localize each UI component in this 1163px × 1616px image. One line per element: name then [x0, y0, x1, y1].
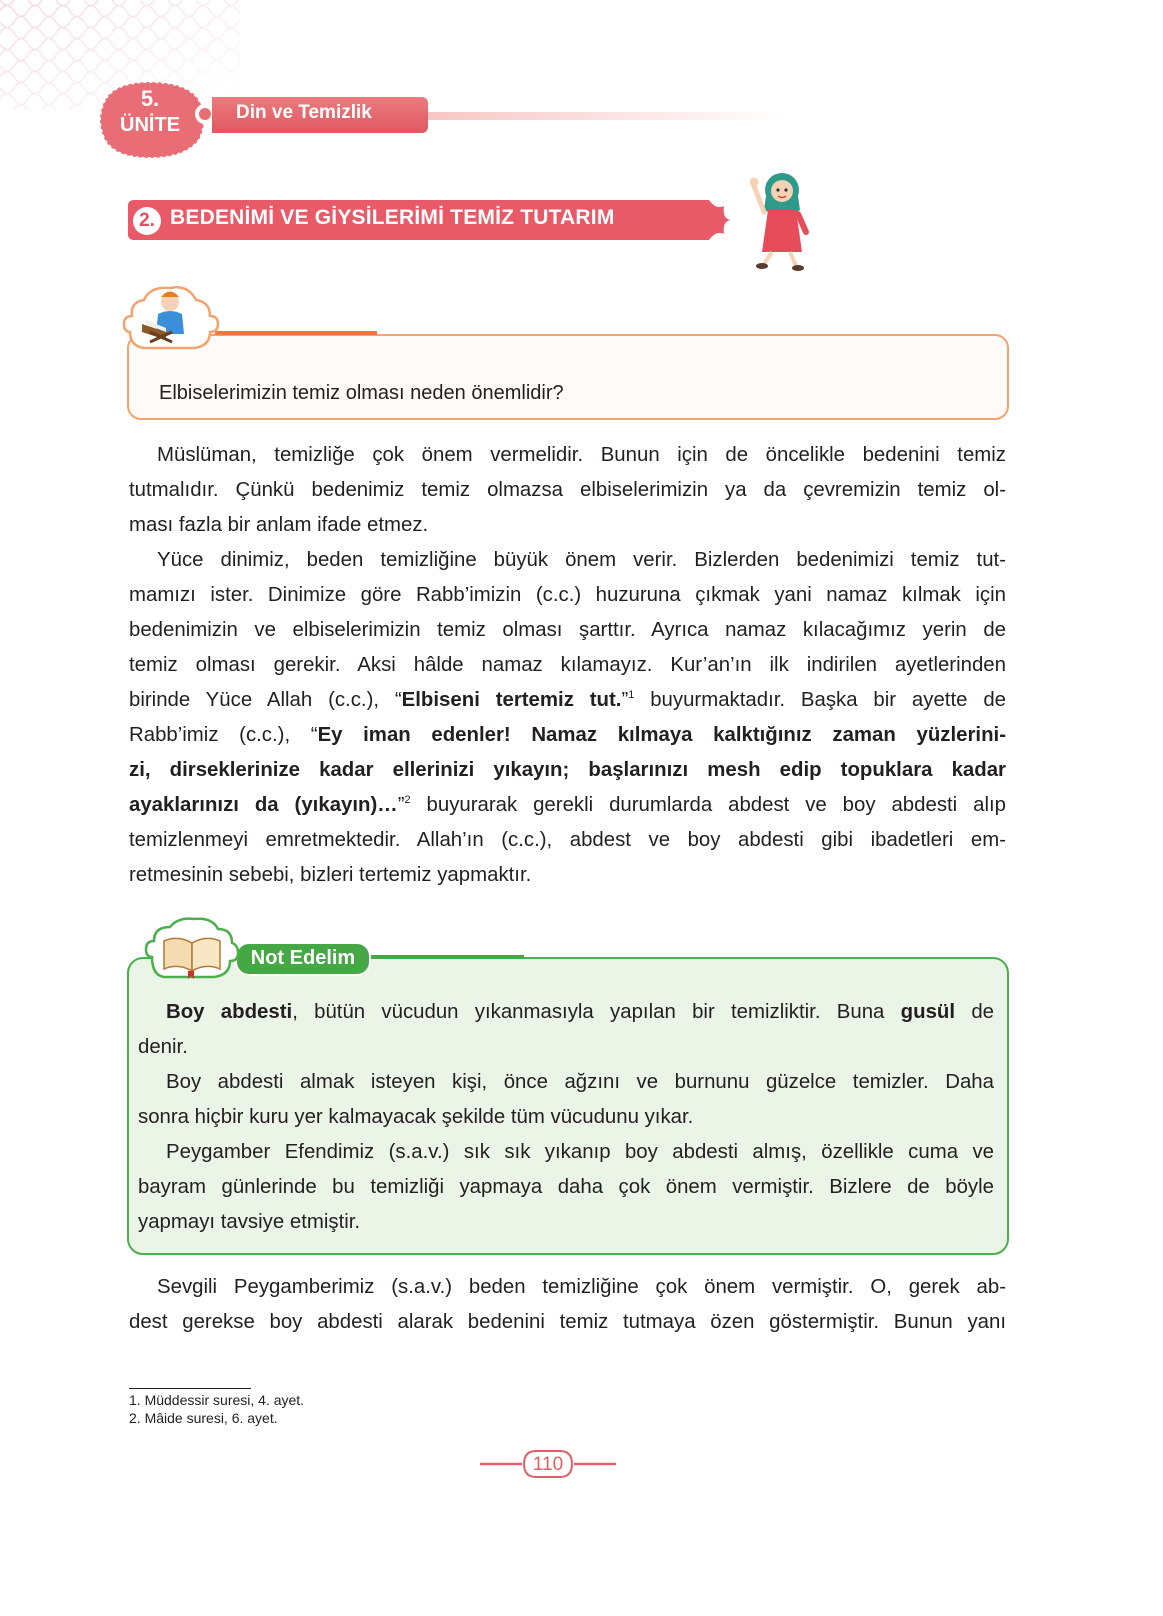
girl-waving-illustration	[750, 166, 814, 272]
text-line: retmesinin sebebi, bizleri tertemiz yapmaktır.	[129, 864, 532, 886]
text-line: ması fazla bir anlam ifade etmez.	[129, 514, 429, 536]
text-line	[129, 788, 1006, 823]
text-line: bayram günlerinde bu temizliği yapmaya daha çok önem vermiştir. Bizlere de böyle	[138, 1176, 994, 1198]
text-line	[138, 995, 994, 1030]
quote-mark: ”	[397, 794, 405, 816]
text-line: Peygamber Efendimiz (s.a.v.) sık sık yıkanıp boy abdesti almış, özellikle cuma ve	[166, 1141, 994, 1163]
text-run: buyurmaktadır. Başka bir ayette de	[634, 689, 1007, 711]
text-line: Yüce dinimiz, beden temizliğine büyük önem verir. Bizlerden bedenimizi temiz tut-	[157, 549, 1006, 571]
footnote-ref: 2	[404, 794, 411, 806]
footnote-1: 1. Müddessir suresi, 4. ayet.	[129, 1392, 305, 1408]
text-line: Sevgili Peygamberimiz (s.a.v.) beden temizliğine çok önem vermiştir. O, gerek ab-	[157, 1276, 1006, 1298]
question-box-accent-line	[215, 331, 377, 335]
text-line: bedenimizin ve elbiselerimizin temiz olması şarttır. Ayrıca namaz kılacağımız yerin de	[129, 619, 1006, 641]
question-box	[127, 334, 1009, 420]
page-number-badge	[478, 1447, 618, 1481]
quote-mark: ”	[621, 689, 629, 711]
section-heading	[124, 198, 736, 242]
chapter-bar-fade	[428, 112, 788, 120]
text-line: temizlenmeyi emretmektedir. Allah’ın (c.c.), abdest ve boy abdesti gibi ibadetleri em-	[129, 829, 1006, 851]
text-line: yapmayı tavsiye etmiştir.	[138, 1211, 361, 1233]
verse-bold: ayaklarınızı da (yıkayın)…	[129, 794, 398, 816]
text-line: sonra hiçbir kuru yer kalmayacak şekilde tüm vücudunu yıkar.	[138, 1106, 694, 1128]
page-number: 110	[532, 1454, 564, 1475]
verse-bold: zi, dirseklerinize kadar ellerinizi yıkayın; başlarınızı mesh edip topuklara kadar	[129, 759, 1006, 781]
question-text: Elbiselerimizin temiz olması neden önemlidir?	[159, 382, 564, 404]
text-line	[129, 718, 1006, 753]
text-line: dest gerekse boy abdesti alarak bedenini temiz tutmaya özen göstermiştir. Bunun yanı	[129, 1311, 1006, 1333]
footnote-ref: 1	[628, 689, 635, 701]
paragraph-2	[129, 543, 1006, 893]
unit-badge	[95, 80, 213, 160]
term-bold: gusül	[900, 1001, 956, 1023]
chapter-title-bar	[212, 97, 428, 133]
text-line	[129, 683, 1006, 718]
note-label-line	[367, 955, 524, 959]
quote-bold: Elbiseni tertemiz tut.	[401, 689, 622, 711]
section-title: BEDENİMİ VE GİYSİLERİMİ TEMİZ TUTARIM	[170, 206, 615, 229]
paragraph-1	[129, 438, 1006, 543]
note-paragraph-1	[138, 995, 994, 1065]
note-paragraph-2	[138, 1065, 994, 1135]
footnote-rule	[129, 1388, 251, 1389]
text-line: denir.	[138, 1036, 188, 1058]
note-label-text: Not Edelim	[250, 947, 356, 969]
unit-number: 5.	[140, 86, 160, 111]
text-line: Müslüman, temizliğe çok önem vermelidir. Bunun için de öncelikle bedenini temiz	[157, 444, 1006, 466]
text-line	[129, 753, 1006, 788]
unit-word: ÜNİTE	[120, 114, 180, 136]
text-run: buyurarak gerekli durumlarda abdest ve boy abdesti alıp	[410, 794, 1006, 816]
boy-reading-quran-icon	[122, 280, 222, 362]
verse-bold: Ey iman edenler! Namaz kılmaya kalktığınız zaman yüzlerini-	[317, 724, 1006, 746]
text-line: tutmalıdır. Çünkü bedenimiz temiz olmazsa elbiselerimizin ya da çevremizin temiz ol-	[129, 479, 1006, 501]
chapter-title: Din ve Temizlik	[236, 102, 372, 123]
note-label	[235, 942, 371, 976]
note-paragraph-3	[138, 1135, 994, 1240]
text-run: birinde Yüce Allah (c.c.), “	[129, 689, 402, 711]
text-run: , bütün vücudun yıkanmasıyla yapılan bir temizliktir. Buna	[292, 1001, 901, 1023]
section-number: 2.	[133, 207, 161, 235]
paragraph-3	[129, 1270, 1006, 1340]
text-line: mamızı ister. Dinimize göre Rabb’imizin (c.c.) huzuruna çıkmak yani namaz kılmak için	[129, 584, 1006, 606]
footnote-2: 2. Mâide suresi, 6. ayet.	[129, 1410, 278, 1426]
term-bold: Boy abdesti	[166, 1001, 293, 1023]
text-line: temiz olması gerekir. Aksi hâlde namaz kılamayız. Kur’an’ın ilk indirilen ayetlerinden	[129, 654, 1006, 676]
text-line: Boy abdesti almak isteyen kişi, önce ağzını ve burnunu güzelce temizler. Daha	[166, 1071, 994, 1093]
text-run: Rabb’imiz (c.c.), “	[129, 724, 318, 746]
open-book-icon	[144, 915, 240, 987]
text-run: de	[955, 1001, 994, 1023]
